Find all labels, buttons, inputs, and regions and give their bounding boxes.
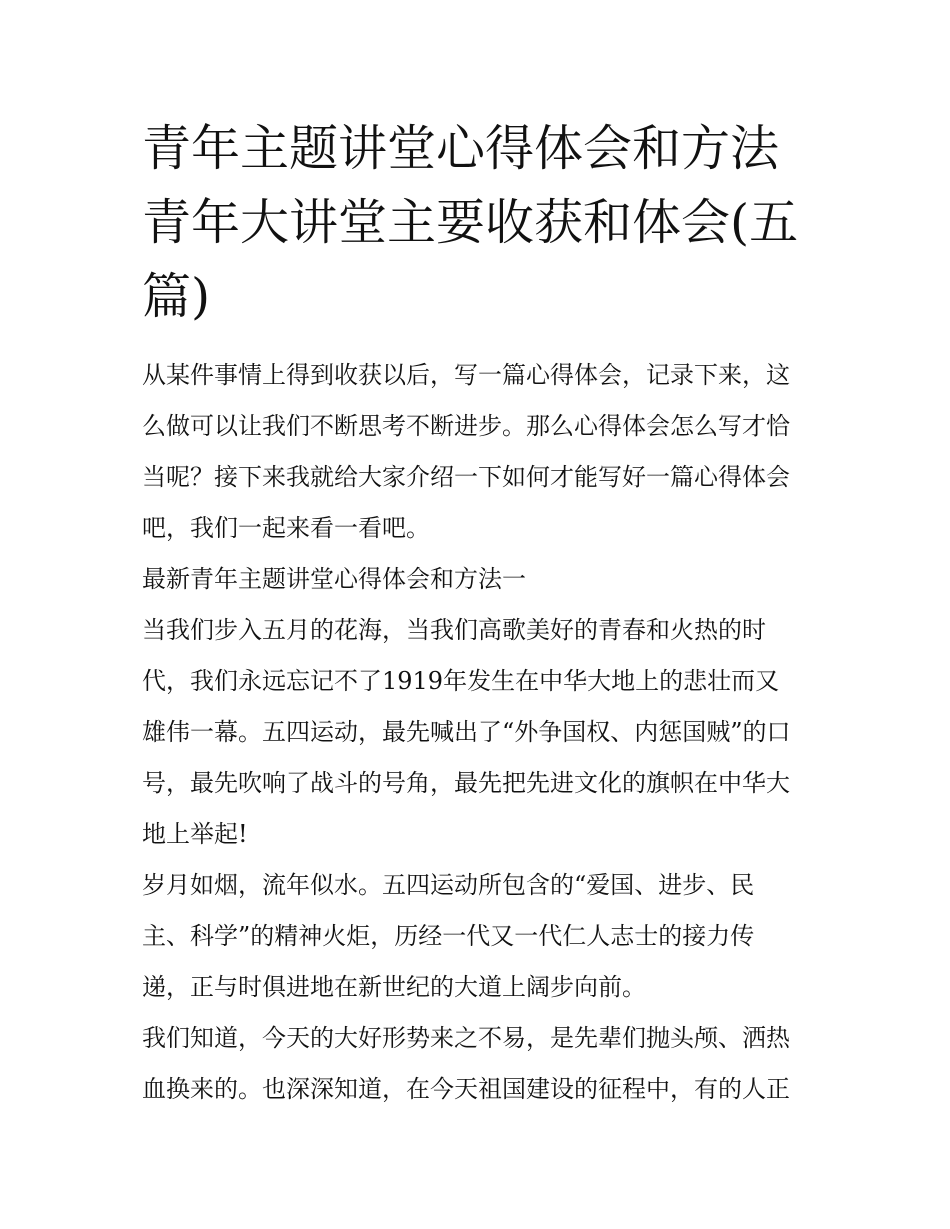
document-content xyxy=(142,112,818,1115)
paragraph-line: 地上举起! xyxy=(142,820,248,848)
title-line: 青年主题讲堂心得体会和方法 xyxy=(142,120,780,177)
body-paragraph xyxy=(142,605,818,860)
paragraph-line: 我们知道，今天的大好形势来之不易，是先辈们抛头颅、洒热 xyxy=(142,1024,790,1052)
paragraph-line: 吧，我们一起来看一看吧。 xyxy=(142,514,430,542)
paragraph-line: 递，正与时俱进地在新世纪的大道上阔步向前。 xyxy=(142,973,646,1001)
paragraph-line: 当呢？接下来我就给大家介绍一下如何才能写好一篇心得体会 xyxy=(142,463,790,491)
intro-paragraph xyxy=(142,350,818,554)
body-paragraph xyxy=(142,860,818,1013)
paragraph-line: 么做可以让我们不断思考不断进步。那么心得体会怎么写才恰 xyxy=(142,412,790,440)
title-line: 青年大讲堂主要收获和体会(五 xyxy=(142,194,799,251)
paragraph-line: 主、科学”的精神火炬，历经一代又一代仁人志士的接力传 xyxy=(142,922,755,950)
paragraph-line: 岁月如烟，流年似水。五四运动所包含的“爱国、进步、民 xyxy=(142,871,755,899)
document-title xyxy=(142,112,818,334)
paragraph-line: 从某件事情上得到收获以后，写一篇心得体会，记录下来，这 xyxy=(142,361,790,389)
paragraph-line: 血换来的。也深深知道，在今天祖国建设的征程中，有的人正 xyxy=(142,1075,790,1103)
title-line: 篇) xyxy=(142,268,211,325)
paragraph-line: 当我们步入五月的花海，当我们高歌美好的青春和火热的时 xyxy=(142,616,766,644)
paragraph-line: 号，最先吹响了战斗的号角，最先把先进文化的旗帜在中华大 xyxy=(142,769,790,797)
section-heading-line: 最新青年主题讲堂心得体会和方法一 xyxy=(142,565,526,593)
paragraph-line: 代，我们永远忘记不了1919年发生在中华大地上的悲壮而又 xyxy=(142,667,780,695)
body-paragraph xyxy=(142,1013,818,1115)
paragraph-line: 雄伟一幕。五四运动，最先喊出了“外争国权、内惩国贼”的口 xyxy=(142,718,791,746)
section-heading xyxy=(142,554,818,605)
